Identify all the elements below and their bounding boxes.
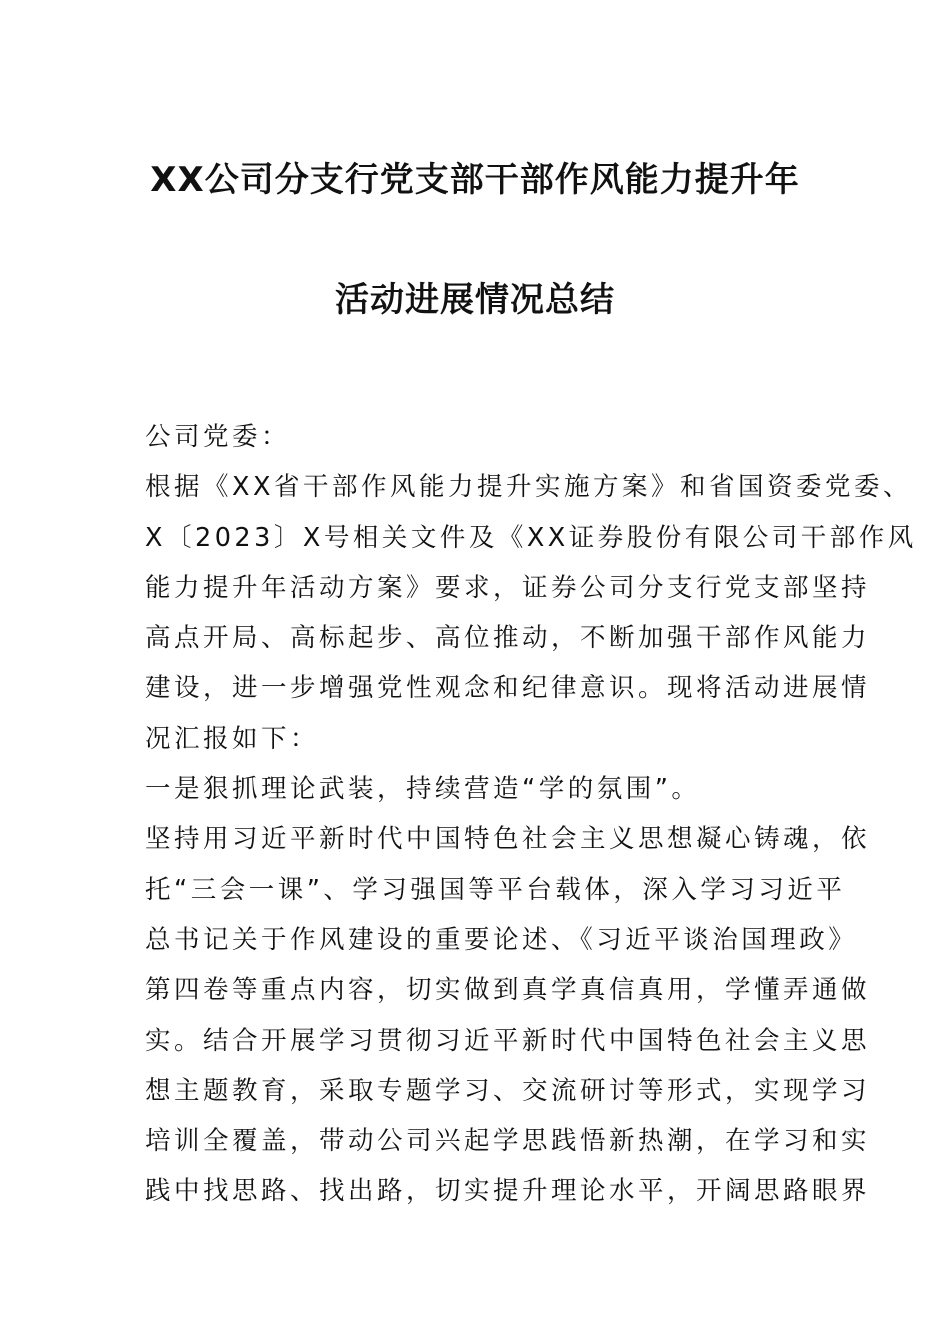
paragraph-line: 第四卷等重点内容，切实做到真学真信真用，学懂弄通做 — [145, 975, 871, 1006]
paragraph-line: 践中找思路、找出路，切实提升理论水平，开阔思路眼界 — [145, 1176, 871, 1207]
paragraph-line: 托“三会一课”、学习强国等平台载体，深入学习习近平 — [145, 874, 846, 905]
document-title-line-2: 活动进展情况总结 — [335, 280, 615, 320]
paragraph-line: 高点开局、高标起步、高位推动，不断加强干部作风能力 — [145, 623, 871, 654]
paragraph-line: 根据《XX省干部作风能力提升实施方案》和省国资委党委、 — [145, 472, 912, 503]
salutation: 公司党委： — [145, 422, 291, 452]
paragraph-line: 想主题教育，采取专题学习、交流研讨等形式，实现学习 — [145, 1075, 871, 1106]
paragraph-line: 能力提升年活动方案》要求，证券公司分支行党支部坚持 — [145, 572, 871, 603]
document-title-line-1: XX公司分支行党支部干部作风能力提升年 — [150, 160, 800, 200]
paragraph-line: 坚持用习近平新时代中国特色社会主义思想凝心铸魂，依 — [145, 824, 871, 855]
paragraph-line: 建设，进一步增强党性观念和纪律意识。现将活动进展情 — [145, 673, 871, 704]
paragraph-line: 总书记关于作风建设的重要论述、《习近平谈治国理政》 — [145, 924, 858, 955]
section-heading: 一是狠抓理论武装，持续营造“学的氛围”。 — [145, 774, 701, 805]
paragraph-line: 实。结合开展学习贯彻习近平新时代中国特色社会主义思 — [145, 1025, 871, 1056]
paragraph-line: 培训全覆盖，带动公司兴起学思践悟新热潮，在学习和实 — [145, 1126, 871, 1157]
paragraph-line: X〔2023〕X号相关文件及《XX证券股份有限公司干部作风 — [145, 522, 917, 553]
document-body — [145, 412, 917, 1217]
paragraph-line: 况汇报如下： — [145, 723, 320, 754]
